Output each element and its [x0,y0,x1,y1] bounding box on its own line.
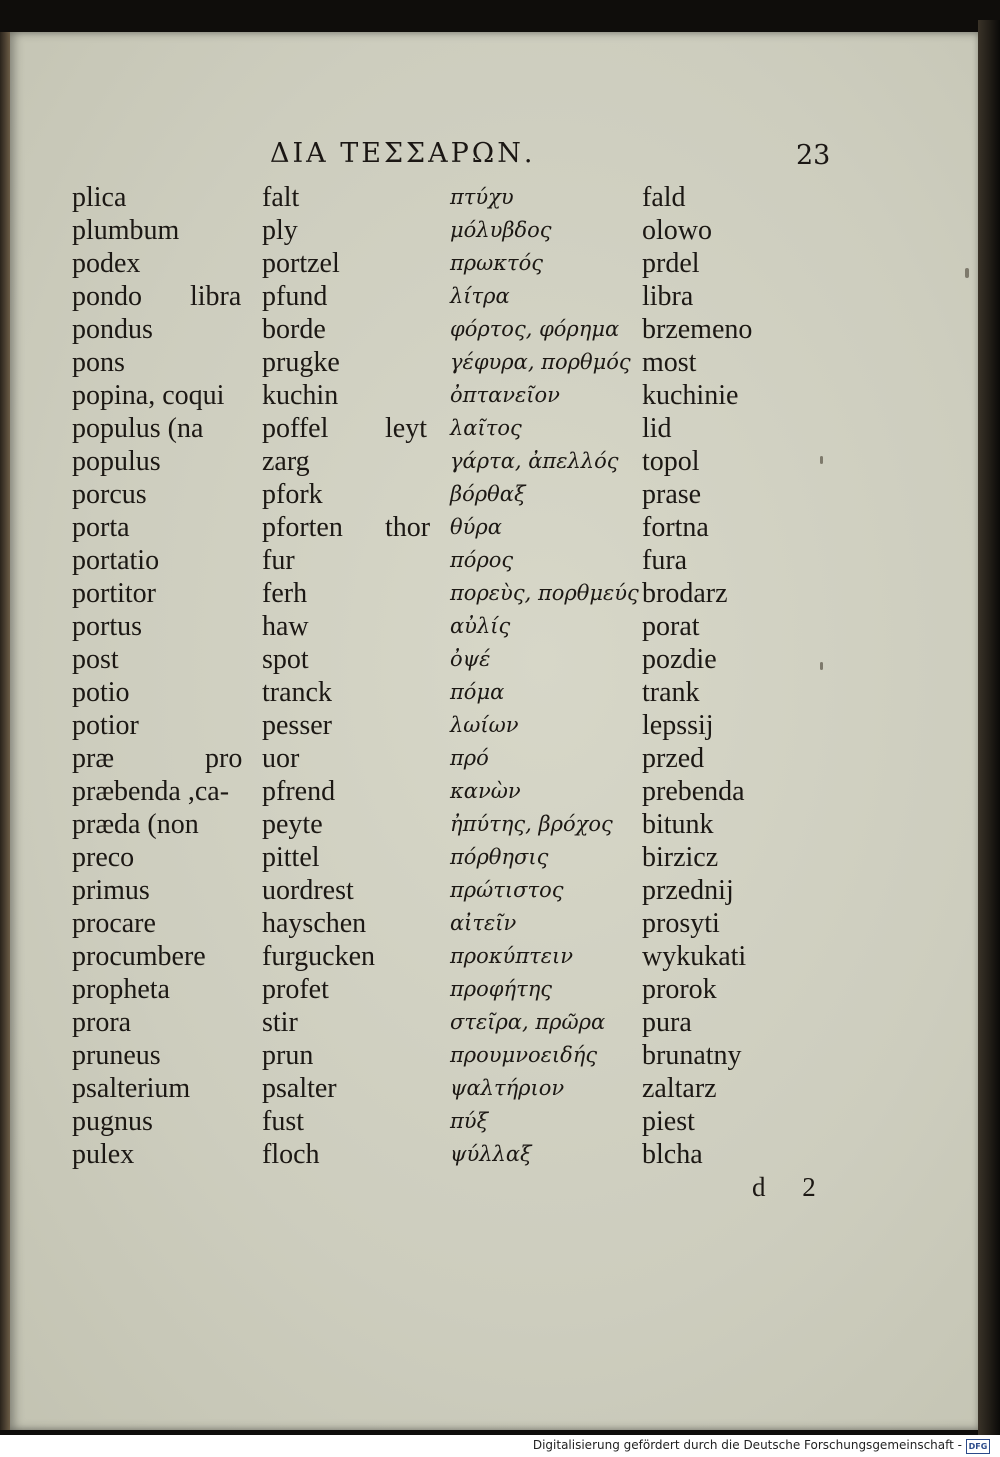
polish-word: przed [642,743,705,774]
polish-word: libra [642,281,694,312]
polish-word: trank [642,677,700,708]
greek-word: μόλυβδος [450,218,552,242]
latin-word: popina, coqui [72,380,225,411]
german-word: fur [262,545,295,576]
greek-word: βόρθαξ [450,482,526,506]
polish-word: birzicz [642,842,719,873]
german-word: prun [262,1040,314,1071]
latin-word: præ [72,743,114,774]
german-word: ply [262,215,298,246]
vocabulary-row [0,313,1000,346]
page-number: 23 [796,140,831,171]
latin-word: præbenda ,ca- [72,776,230,807]
german-word: spot [262,644,309,675]
vocabulary-row [0,478,1000,511]
greek-word: λωίων [450,713,519,737]
vocabulary-row [0,940,1000,973]
german-word: zarg [262,446,310,477]
greek-word: λαῖτος [450,416,522,440]
german-word: tranck [262,677,332,708]
polish-word: prorok [642,974,717,1005]
vocabulary-row [0,577,1000,610]
greek-word: πόμα [450,680,505,704]
polish-word: prdel [642,248,700,279]
latin-word: portatio [72,545,160,576]
german-word: profet [262,974,329,1005]
german-word: uor [262,743,300,774]
latin-word: propheta [72,974,170,1005]
polish-word: piest [642,1106,695,1137]
greek-word: πορεὺς, πορθμεύς [450,581,639,605]
german-word: falt [262,182,300,213]
german-word: uordrest [262,875,354,906]
greek-word: πτύχυ [450,185,514,209]
greek-word: γάρτα, ἀπελλός [450,449,619,473]
vocabulary-row [0,775,1000,808]
paper-speck [820,662,823,670]
polish-word: topol [642,446,700,477]
german-note: thor [385,512,431,543]
vocabulary-row [0,412,1000,445]
german-word: pfork [262,479,323,510]
vocabulary-row [0,808,1000,841]
greek-word: πύξ [450,1109,489,1133]
polish-word: lepssij [642,710,714,741]
polish-word: fura [642,545,688,576]
german-word: poffel [262,413,329,444]
vocabulary-row [0,1072,1000,1105]
latin-word: preco [72,842,135,873]
german-word: pfund [262,281,328,312]
latin-word: pulex [72,1139,135,1170]
latin-word: plumbum [72,215,180,246]
latin-word: populus (na [72,413,204,444]
vocabulary-row [0,445,1000,478]
vocabulary-row [0,709,1000,742]
polish-word: brunatny [642,1040,742,1071]
vocabulary-row [0,280,1000,313]
greek-word: θύρα [450,515,502,539]
greek-word: πόρος [450,548,514,572]
german-word: borde [262,314,326,345]
greek-word: στεῖρα, πρῶρα [450,1010,606,1034]
polish-word: prase [642,479,702,510]
greek-word: αὐλίς [450,614,511,638]
latin-word: post [72,644,119,675]
vocabulary-row [0,973,1000,1006]
polish-word: zaltarz [642,1073,717,1104]
latin-note: pro [205,743,243,774]
paper-speck [965,268,969,278]
latin-word: portitor [72,578,156,609]
greek-word: προφήτης [450,977,553,1001]
greek-word: κανὼν [450,779,521,803]
polish-word: wykukati [642,941,747,972]
polish-word: pozdie [642,644,717,675]
greek-word: προκύπτειν [450,944,574,968]
latin-word: pondo [72,281,142,312]
polish-word: blcha [642,1139,703,1170]
vocabulary-row [0,841,1000,874]
greek-word: ἠπύτης, βρόχος [450,812,613,836]
latin-word: præda (non [72,809,199,840]
vocabulary-row [0,379,1000,412]
polish-word: prosyti [642,908,720,939]
polish-word: brzemeno [642,314,753,345]
vocabulary-row [0,247,1000,280]
latin-word: potio [72,677,130,708]
vocabulary-row [0,544,1000,577]
polish-word: fortna [642,512,709,543]
german-word: psalter [262,1073,337,1104]
paper-speck [820,456,823,464]
greek-word: πόρθησις [450,845,549,869]
vocabulary-row [0,1039,1000,1072]
latin-word: potior [72,710,139,741]
german-word: portzel [262,248,340,279]
latin-word: pons [72,347,125,378]
polish-word: prebenda [642,776,745,807]
polish-word: lid [642,413,672,444]
latin-word: portus [72,611,142,642]
latin-note: libra [190,281,242,312]
running-header: ΔΙΑ ΤΕΣΣΑΡΩΝ. [270,138,536,169]
latin-word: procare [72,908,156,939]
greek-word: ψύλλαξ [450,1142,532,1166]
german-word: pesser [262,710,332,741]
german-word: pforten [262,512,343,543]
greek-word: πρωκτός [450,251,544,275]
polish-word: przednij [642,875,734,906]
polish-word: bitunk [642,809,714,840]
polish-word: fald [642,182,686,213]
german-word: floch [262,1139,320,1170]
polish-word: pura [642,1007,692,1038]
vocabulary-row [0,874,1000,907]
german-note: leyt [385,413,427,444]
greek-word: ψαλτήριον [450,1076,565,1100]
greek-word: λίτρα [450,284,510,308]
german-word: prugke [262,347,340,378]
latin-word: psalterium [72,1073,191,1104]
german-word: furgucken [262,941,375,972]
vocabulary-row [0,676,1000,709]
greek-word: γέφυρα, πορθμός [450,350,631,374]
signature-mark: d 2 [752,1172,816,1202]
vocabulary-row [0,1138,1000,1171]
german-word: ferh [262,578,308,609]
polish-word: brodarz [642,578,728,609]
vocabulary-row [0,1006,1000,1039]
vocabulary-row [0,643,1000,676]
vocabulary-row [0,214,1000,247]
german-word: kuchin [262,380,339,411]
latin-word: pugnus [72,1106,153,1137]
german-word: pfrend [262,776,336,807]
latin-word: podex [72,248,141,279]
polish-word: porat [642,611,700,642]
latin-word: primus [72,875,150,906]
polish-word: kuchinie [642,380,739,411]
greek-word: προυμνοειδής [450,1043,598,1067]
vocabulary-row [0,610,1000,643]
german-word: fust [262,1106,304,1137]
polish-word: most [642,347,697,378]
polish-word: olowo [642,215,712,246]
vocabulary-row [0,742,1000,775]
latin-word: plica [72,182,127,213]
latin-word: pondus [72,314,153,345]
greek-word: φόρτος, φόρημα [450,317,620,341]
german-word: hayschen [262,908,367,939]
vocabulary-row [0,907,1000,940]
latin-word: procumbere [72,941,206,972]
latin-word: porcus [72,479,147,510]
vocabulary-row [0,511,1000,544]
greek-word: πρό [450,746,489,770]
greek-word: αἰτεῖν [450,911,517,935]
german-word: peyte [262,809,323,840]
vocabulary-row [0,181,1000,214]
vocabulary-row [0,346,1000,379]
latin-word: porta [72,512,130,543]
greek-word: πρώτιστος [450,878,564,902]
german-word: stir [262,1007,298,1038]
german-word: pittel [262,842,320,873]
greek-word: ὀψέ [450,647,491,671]
funding-credit: Digitalisierung gefördert durch die Deutsche Forschungsgemeinschaft - [532,1438,962,1452]
vocabulary-row [0,1105,1000,1138]
german-word: haw [262,611,309,642]
latin-word: pruneus [72,1040,161,1071]
greek-word: ὀπτανεῖον [450,383,560,407]
dfg-logo-icon: DFG [966,1439,990,1454]
latin-word: prora [72,1007,132,1038]
latin-word: populus [72,446,161,477]
